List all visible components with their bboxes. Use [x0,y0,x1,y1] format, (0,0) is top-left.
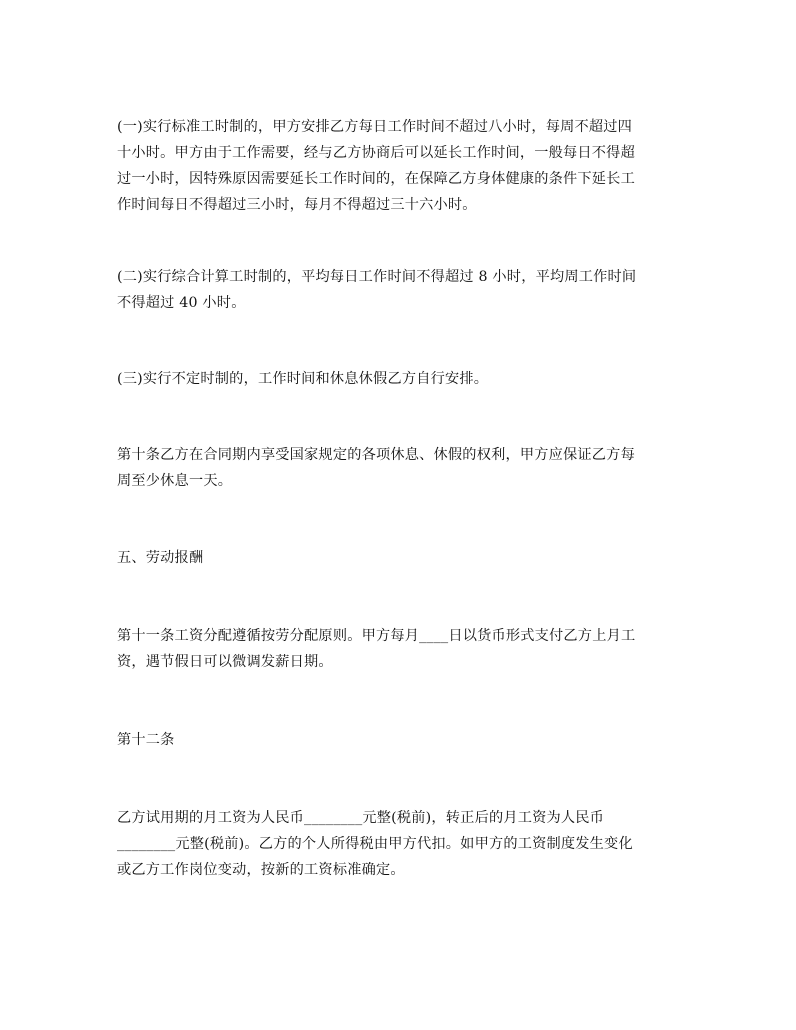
text-line: 或乙方工作岗位变动，按新的工资标准确定。 [117,862,405,878]
text-line: 第十一条工资分配遵循按劳分配原则。甲方每月____日以货币形式支付乙方上月工 [117,628,636,644]
text-line: (三)实行不定时制的，工作时间和休息休假乙方自行安排。 [117,371,489,387]
article-12-heading [117,727,687,753]
text-line: 过一小时，因特殊原因需要延长工作时间的，在保障乙方身体健康的条件下延长工 [117,171,635,187]
text-line: (二)实行综合计算工时制的，平均每日工作时间不得超过 8 小时，平均周工作时间 [117,269,637,285]
paragraph-article-11 [117,623,687,675]
article-heading: 第十二条 [117,732,175,748]
section-heading-remuneration [117,545,687,571]
paragraph-flexible-hours [117,366,687,392]
text-line: (一)实行标准工时制的，甲方安排乙方每日工作时间不超过八小时，每周不超过四 [117,119,633,135]
text-line: 作时间每日不得超过三小时，每月不得超过三十六小时。 [117,197,477,213]
paragraph-article-10 [117,442,687,494]
text-line: 不得超过 40 小时。 [117,295,246,311]
paragraph-standard-hours [117,114,687,218]
section-heading: 五、劳动报酬 [117,550,204,566]
text-line: 资，遇节假日可以微调发薪日期。 [117,654,333,670]
text-line: 周至少休息一天。 [117,473,233,489]
text-line: ________元整(税前)。乙方的个人所得税由甲方代扣。如甲方的工资制度发生变化 [117,836,633,852]
paragraph-salary [117,805,687,883]
paragraph-comprehensive-hours [117,264,687,316]
text-line: 十小时。甲方由于工作需要，经与乙方协商后可以延长工作时间，一般每日不得超 [117,145,635,161]
text-line: 乙方试用期的月工资为人民币________元整(税前)，转正后的月工资为人民币 [117,810,605,826]
text-line: 第十条乙方在合同期内享受国家规定的各项休息、休假的权利，甲方应保证乙方每 [117,447,635,463]
